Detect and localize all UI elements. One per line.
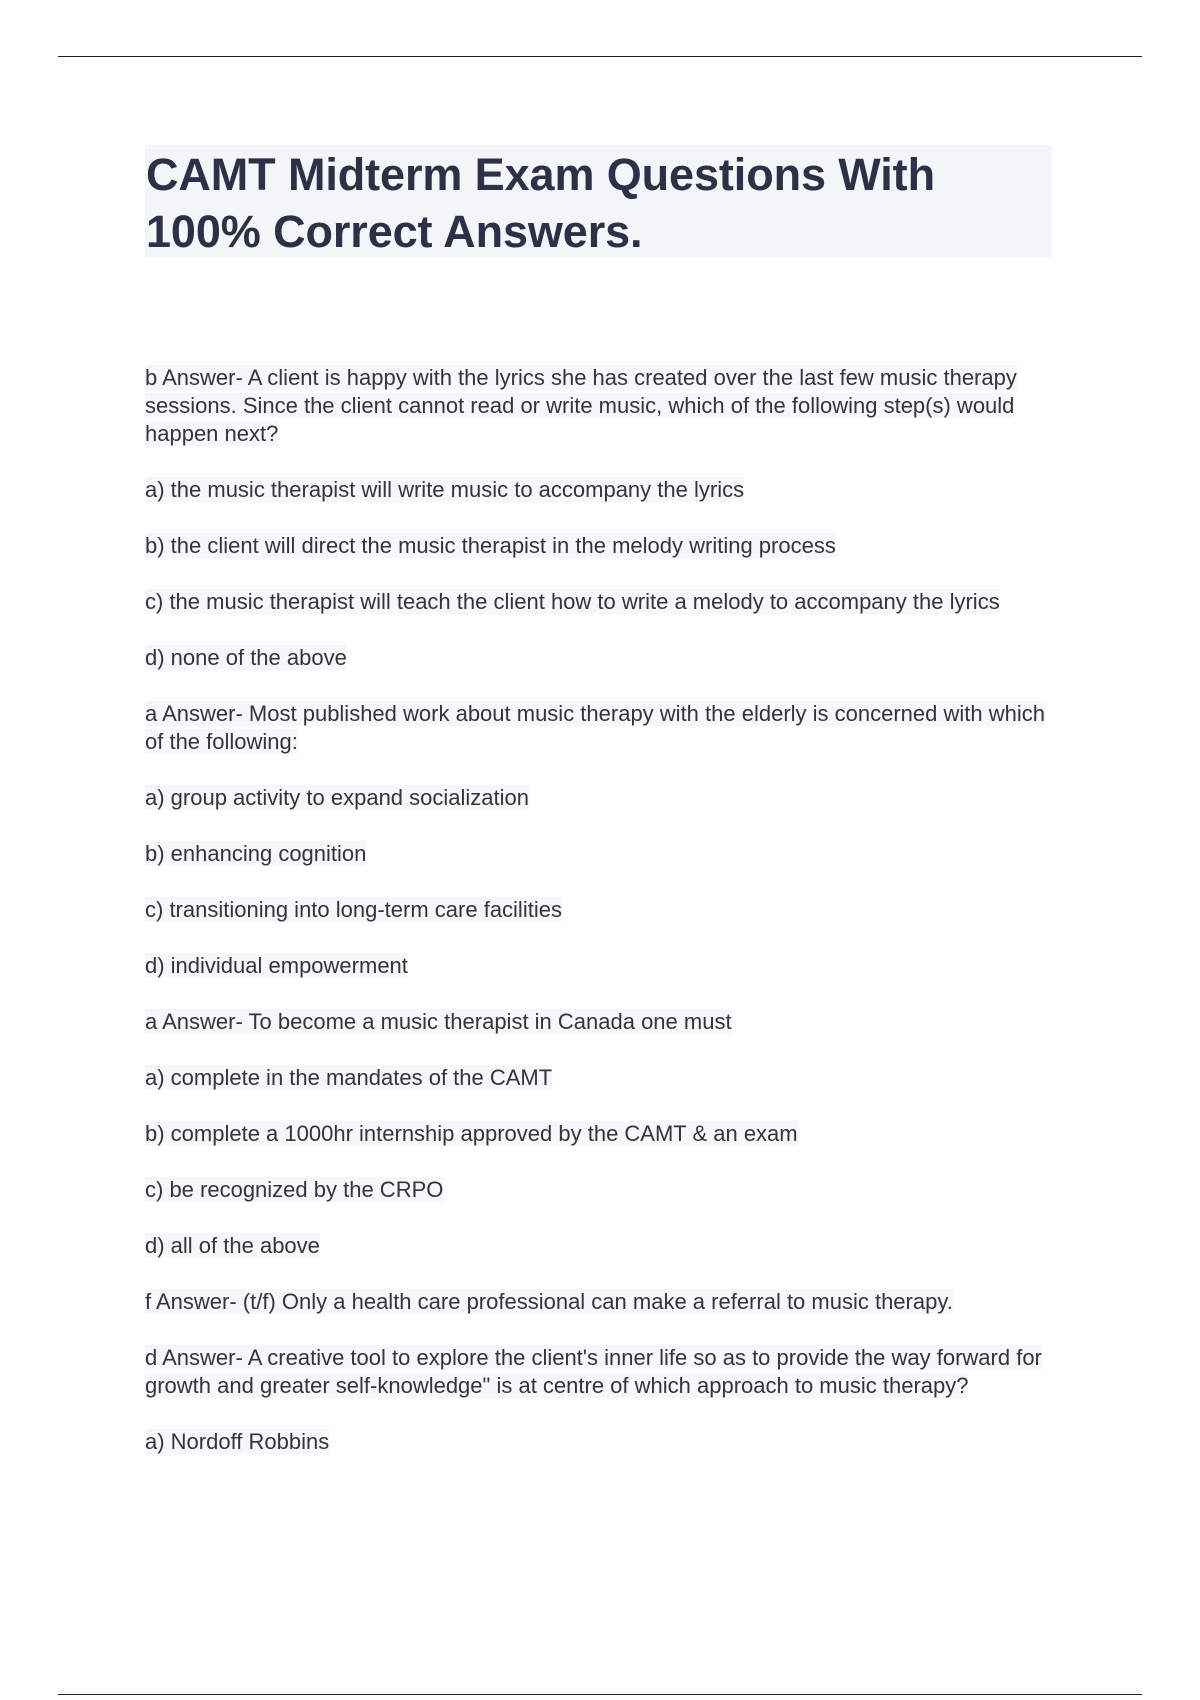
q1-option-b: b) the client will direct the music therapist in the melody writing process bbox=[145, 533, 836, 558]
header-rule bbox=[58, 56, 1142, 57]
q1-option-c: c) the music therapist will teach the client how to write a melody to accompany the lyrics bbox=[145, 589, 1000, 614]
question-4: f Answer- (t/f) Only a health care professional can make a referral to music therapy. bbox=[145, 1289, 953, 1314]
q3-option-a: a) complete in the mandates of the CAMT bbox=[145, 1065, 553, 1090]
q3-option-b: b) complete a 1000hr internship approved by the CAMT & an exam bbox=[145, 1121, 798, 1146]
q2-option-c: c) transitioning into long-term care facilities bbox=[145, 897, 562, 922]
document-title: CAMT Midterm Exam Questions With 100% Correct Answers. bbox=[146, 149, 935, 257]
question-2: a Answer- Most published work about music therapy with the elderly is concerned with which of the following: bbox=[145, 701, 1045, 754]
q5-option-a: a) Nordoff Robbins bbox=[145, 1429, 330, 1454]
q2-option-d: d) individual empowerment bbox=[145, 953, 408, 978]
question-1: b Answer- A client is happy with the lyrics she has created over the last few music therapy sessions. Since the client cannot read or write music, which of the following step(s) would happen next? bbox=[145, 365, 1017, 446]
q3-option-c: c) be recognized by the CRPO bbox=[145, 1177, 444, 1202]
question-5: d Answer- A creative tool to explore the client's inner life so as to provide the way forward for growth and greater self-knowledge" is at centre of which approach to music therapy? bbox=[145, 1345, 1042, 1398]
document-body bbox=[145, 364, 1065, 1484]
q3-option-d: d) all of the above bbox=[145, 1233, 320, 1258]
q2-option-b: b) enhancing cognition bbox=[145, 841, 367, 866]
q1-option-d: d) none of the above bbox=[145, 645, 347, 670]
q1-option-a: a) the music therapist will write music to accompany the lyrics bbox=[145, 477, 745, 502]
footer-rule bbox=[58, 1694, 1142, 1695]
q2-option-a: a) group activity to expand socialization bbox=[145, 785, 529, 810]
question-3: a Answer- To become a music therapist in Canada one must bbox=[145, 1009, 732, 1034]
